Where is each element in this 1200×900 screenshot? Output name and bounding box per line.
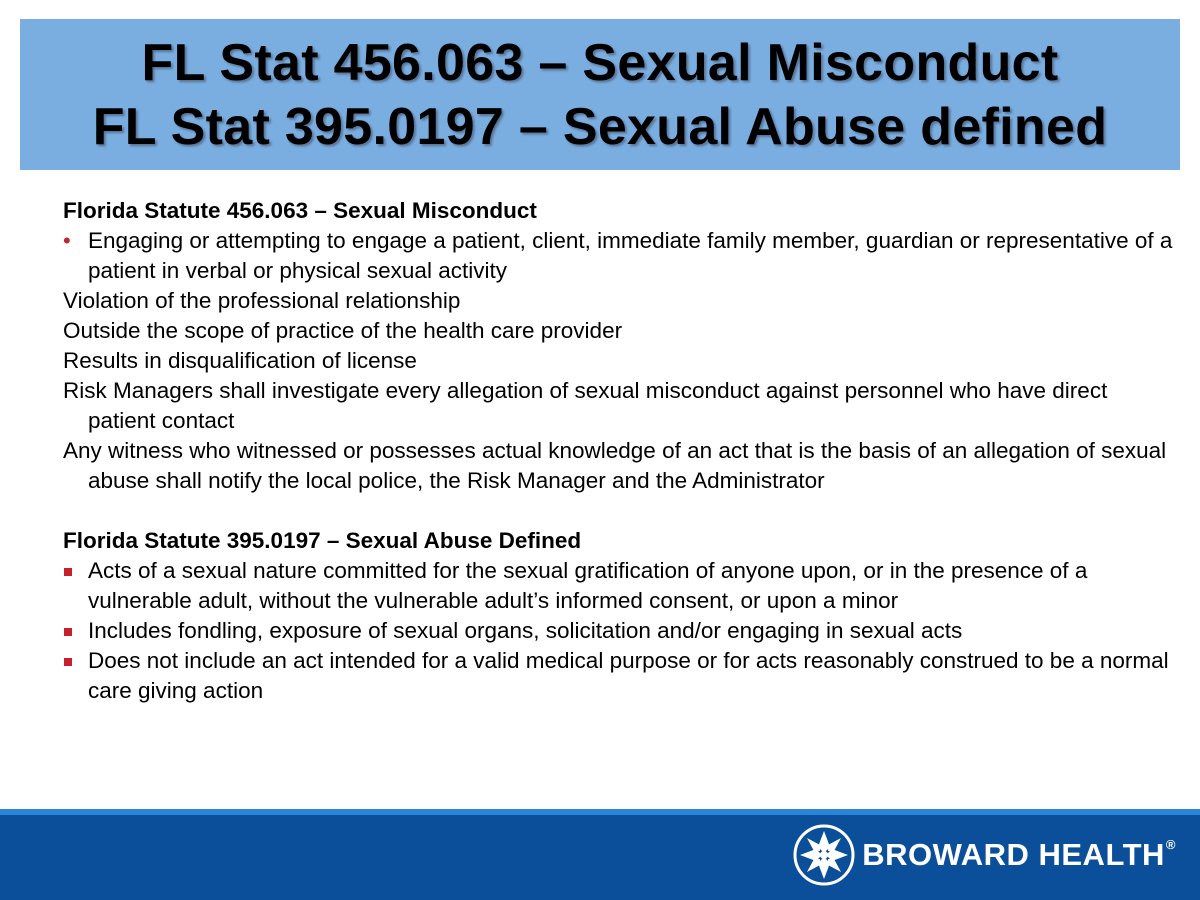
list-item-text: Acts of a sexual nature committed for the sexual gratification of anyone upon, or in the presence of a vulnerable adult, without the vulnerable adult’s informed consent, or upon a minor	[88, 558, 1088, 613]
slide-title-line-1: FL Stat 456.063 – Sexual Misconduct	[141, 33, 1059, 92]
section-heading-456-063: Florida Statute 456.063 – Sexual Misconduct	[63, 198, 537, 223]
list-item: Violation of the professional relationship	[63, 288, 461, 313]
list-item: Results in disqualification of license	[63, 348, 417, 373]
list-item	[63, 616, 1173, 646]
broward-health-logo	[792, 819, 1176, 891]
logo-text: BROWARD HEALTH®	[862, 837, 1176, 872]
list-item	[63, 646, 1173, 706]
list-item: Any witness who witnessed or possesses actual knowledge of an act that is the basis of an allegation of sexual abuse shall notify the local police, the Risk Manager and the Administrator	[63, 438, 1167, 493]
star-icon	[792, 823, 856, 887]
spacer	[63, 496, 1173, 526]
list-item-text: Does not include an act intended for a valid medical purpose or for acts reasonably construed to be a normal care giving action	[88, 648, 1169, 703]
section-heading-395-0197: Florida Statute 395.0197 – Sexual Abuse Defined	[63, 528, 582, 553]
list-item	[63, 556, 1173, 616]
slide-title-line-2: FL Stat 395.0197 – Sexual Abuse defined	[92, 97, 1108, 156]
title-banner	[20, 19, 1180, 170]
list-item: Outside the scope of practice of the health care provider	[63, 318, 623, 343]
registered-mark: ®	[1165, 837, 1176, 852]
slide-body	[63, 196, 1173, 706]
list-item-text: Engaging or attempting to engage a patient, client, immediate family member, guardian or representative of a patient in verbal or physical sexual activity	[88, 228, 1173, 283]
list-item: Risk Managers shall investigate every allegation of sexual misconduct against personnel who have direct patient contact	[63, 378, 1108, 433]
list-item-text: Includes fondling, exposure of sexual organs, solicitation and/or engaging in sexual acts	[88, 618, 963, 643]
list-item	[63, 226, 1173, 286]
